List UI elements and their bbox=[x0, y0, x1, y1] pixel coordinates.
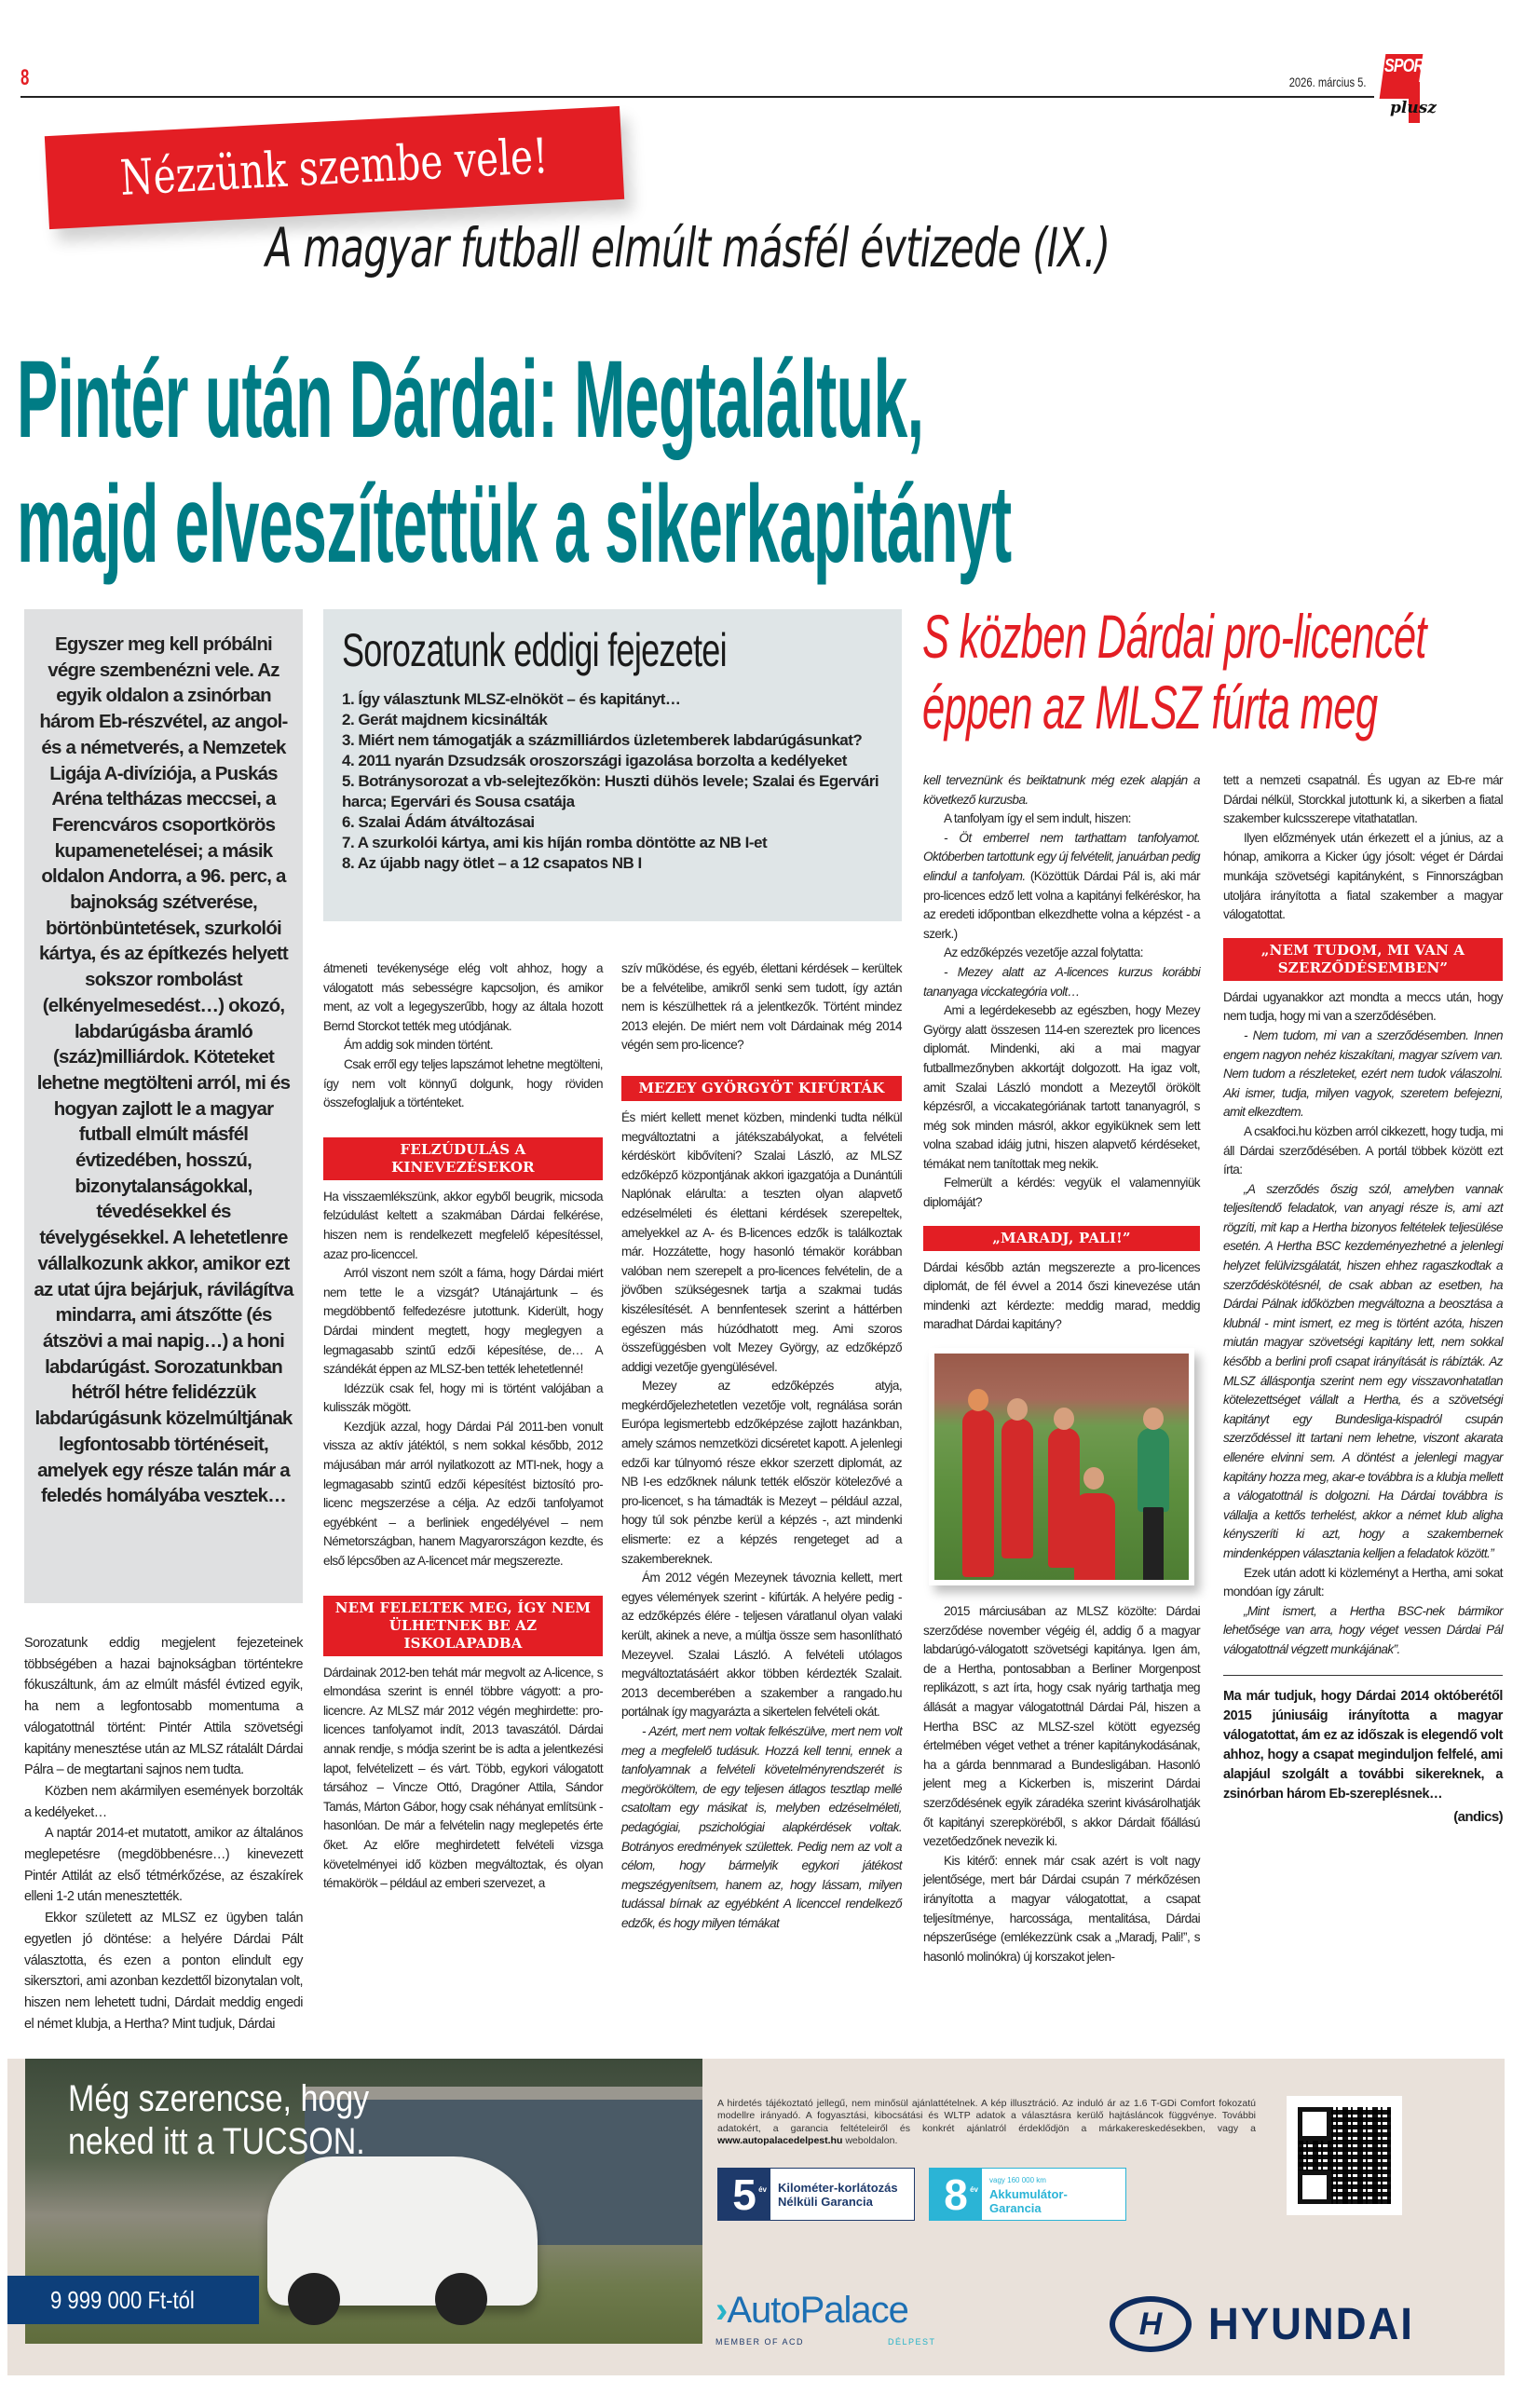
ad-price-box bbox=[7, 2276, 259, 2324]
quote-text: - Azért, mert nem voltak felkészülve, mert nem volt meg a megfelelő tudásuk. Hozzá kell tenni, ennek a tanfolyamnak a felvételi követelményrendszerét is megörököltem, de egy teljesen átlagos tesztlap mellé csatoltam egy másikat is, melyben edzéselméleti, pedagógiai, pszichológiai alapkérdések voltak. Botrányos eredmények születtek. Pedig nem az volt a célom, hogy bármelyik egykori játékost megszégyenítsem, hanem az, hogy lássam, milyen tudással bírnak az egyébként A licenccel rendelkező edzők, és hogy milyen témákat bbox=[621, 1723, 902, 1930]
ad-website-link[interactable]: www.autopalacedelpest.hu bbox=[717, 2134, 843, 2146]
quote-paragraph bbox=[621, 1722, 902, 1934]
badge-small: vagy 160 000 km bbox=[989, 2176, 1046, 2184]
page-number: 8 bbox=[20, 65, 30, 90]
paragraph: Sorozatunk eddig megjelent fejezeteinek többségében a hazai bajnokságban történtekre fókuszáltunk, ám az elmúlt másfél évtized egyik, ha nem a legfontosabb momentuma a válogatottnál történt: Pintér Attila szövetségi kapitány menesztése után az MLSZ rátalált Dárdai Pálra – de megtartani sajnos nem tudta. bbox=[24, 1636, 303, 1778]
player-figure bbox=[1074, 1493, 1115, 1585]
ad-disclaimer-end: weboldalon. bbox=[845, 2134, 898, 2146]
quote-text: - Nem tudom, mi van a szerződésemben. Innen engem nagyon nehéz kiszakítani, magyar szívem van. Nem tudom a részleteket, ezért nem tudok válaszolni. Aki ismer, tudja, milyen vagyok, szeretem befejezni, amit elkezdtem. bbox=[1223, 1027, 1503, 1120]
autopalace-logo bbox=[715, 2290, 936, 2347]
badge-unit: év bbox=[758, 2185, 767, 2194]
section-heading: „NEM TUDOM, MI VAN A SZERZŐDÉSEMBEN” bbox=[1223, 938, 1503, 981]
player-head bbox=[1054, 1408, 1074, 1430]
chapter-item: 6. Szalai Ádám átváltozásai bbox=[342, 813, 535, 831]
player-figure bbox=[1001, 1419, 1033, 1558]
article-column-4 bbox=[923, 771, 1200, 1966]
ad-price: 9 999 000 Ft-tól bbox=[50, 2285, 195, 2314]
qr-code-pattern bbox=[1298, 2107, 1391, 2204]
chevron-right-icon: › bbox=[715, 2290, 728, 2331]
player-head bbox=[1007, 1398, 1028, 1421]
paragraph: Dárdai később aztán megszerezte a pro-licences diplomát, de fél évvel a 2014 őszi kinevezése után mindenki azt kérdezte: meddig marad, meddig maradhat Dárdai kapitány? bbox=[923, 1259, 1200, 1332]
article-column-2 bbox=[323, 959, 603, 1894]
paragraph: Ám addig sok minden történt. bbox=[344, 1038, 494, 1053]
badge-line-2: Garancia bbox=[989, 2201, 1042, 2215]
quote-paragraph bbox=[923, 771, 1200, 809]
article-column-5 bbox=[1223, 771, 1503, 1827]
coach-legs bbox=[1143, 1507, 1164, 1582]
hyundai-advertisement[interactable] bbox=[7, 2059, 1505, 2375]
quote-text: kell terveznünk és beiktatnunk még ezek alapján a következő kurzusba. bbox=[923, 773, 1200, 807]
paragraph: És miért kellett menet közben, mindenki tudta nélkül megváltoztatni a játékszabályokat, a felvételi kérdéskört kibővíteni? Szalai László, az MLSZ edzőképző központjának akkori igazgatója a Dunántúli Naplónak elárulta: a teszten olyan alapvető edzéselméleti és élettani kérdések szerepeltek, amelyekkel az A- és B-licences edzők is találkoztak már. Hozzátette, hogy hasonló témakör korábban valóban nem szerepelt a pro-licences felvételin, de a jövőben szükségesnek tartja a szakmai tudás kiszélesítését. A bennfentesek szerint a háttérben egészen más húzódhatott meg. Ami szoros összefüggésben volt Mezey György, az edzőképző addigi vezetője gyengülésével. bbox=[621, 1109, 902, 1374]
series-chapters-box bbox=[323, 609, 902, 921]
ad-disclaimer bbox=[717, 2098, 1256, 2147]
paragraph: Kezdjük azzal, hogy Dárdai Pál 2011-ben vonult vissza az aktív játéktól, s nem sokkal később, 2012 májusában már arról nyilatkozott az MTI-nek, hogy a legmagasabb szintű edzői képesítést biztosító pro-licenc megszerzése a célja. Az edzői tanfolyamot egyébként – a berliniek engedélyével – nem Németországban, hanem Magyarországon kezdte, és első lépcsőben az A-licencet már megszerezte. bbox=[323, 1419, 603, 1569]
paragraph: Ekkor született az MLSZ ez ügyben talán egyetlen jó döntése: a helyére Dárdai Pált választotta, és ezen a ponton elindult egy sikersztori, ami azonban kezdettől bizonytalan volt, hiszen nem lehetett tudni, Dárdait meddig engedi el német klubja, a Hertha? Mint tudjuk, Dárdai bbox=[24, 1911, 303, 2032]
logo-text-sport: SPORT bbox=[1384, 56, 1432, 76]
paragraph: Dárdai ugyanakkor azt mondta a meccs után, hogy nem tudja, hogy mi van a szerződésében. bbox=[1223, 989, 1503, 1024]
ad-car-wheel bbox=[435, 2273, 487, 2325]
editor-note: (Közöttük Dárdai Pál is, aki már pro-licences edző lett volna a kapitányi felkéréskor, ha az eredeti időpontban elkezdhette volna a képzést - a szerk.) bbox=[923, 868, 1200, 941]
paragraph: Ilyen előzmények után érkezett el a június, az a hónap, amikorra a Kicker úgy jósolt: véget ér Dárdai munkája szövetségi kapitányként, s Finnországban utoljára irányította a fiatal szakember a magyar válogatottat. bbox=[1223, 830, 1503, 922]
side-headline-line-1: S közben Dárdai pro-licencét bbox=[922, 602, 1426, 671]
quote-paragraph bbox=[1223, 1027, 1503, 1122]
player-head bbox=[968, 1389, 988, 1411]
badge-unit: év bbox=[970, 2185, 978, 2194]
warranty-badge-5-year bbox=[717, 2168, 915, 2221]
author-byline: (andics) bbox=[1453, 1808, 1503, 1825]
paragraph: tett a nemzeti csapatnál. És ugyan az Eb-re már Dárdai nélkül, Storckkal jutottunk ki, a sikerben a fiatal szakember kulcsszerepe vitathatatlan. bbox=[1223, 773, 1503, 826]
headline-line-2: majd elveszítettük a sikerkapitányt bbox=[17, 463, 1012, 586]
paragraph: Az edzőképzés vezetője azzal folytatta: bbox=[944, 946, 1143, 960]
quote-paragraph bbox=[1223, 1602, 1503, 1660]
issue-date: 2026. március 5. bbox=[1288, 75, 1366, 89]
article-column-3 bbox=[621, 959, 902, 1934]
chapter-item: 5. Botránysorozat a vb-selejtezőkön: Huszti dühös levele; Szalai és Egervári harca; Egervári és Sousa csatája bbox=[342, 772, 879, 810]
training-photo bbox=[929, 1348, 1194, 1585]
section-heading: MEZEY GYÖRGYÖT KIFÚRTÁK bbox=[621, 1076, 902, 1101]
paragraph: Ha visszaemlékszünk, akkor egyből beugrik, micsoda felzúdulást keltett a szakmában Dárdai felkérése, hiszen nem is rendelkezett megfelelő képesítéssel, azaz pro-licenccel. bbox=[323, 1189, 603, 1261]
dealer-subline bbox=[715, 2337, 936, 2347]
paragraph: Mezey az edzőképzés atyja, megkérdőjelezhetetlen vezetője volt, regnálása során Európa legismertebb edzőképzése zajlott hazánkban, amely számos nemzetközi dicséretet kapott. A jelenlegi edzői kar túlnyomó része ekkor szerzett diplomát, az NB I-es edzőknek nálunk tették először kötelezővé a pro-licencet, s ha támadták is Mezeyt – például azzal, hogy túl sok pénzbe kerül a képzés -, azt mindenki elismerte: ez a képzés rengeteget ad a szakembereknek. bbox=[621, 1379, 902, 1566]
quote-paragraph bbox=[1223, 1180, 1503, 1564]
badge-number-value: 8 bbox=[944, 2170, 968, 2219]
hyundai-wordmark: HYUNDAI bbox=[1207, 2299, 1414, 2349]
header-rule bbox=[20, 96, 1374, 98]
series-chapter-list bbox=[342, 689, 883, 874]
badge-line-1: Kilométer-korlátozás bbox=[778, 2180, 898, 2195]
coach-figure bbox=[1138, 1428, 1169, 1512]
ad-headline-line-2: neked itt a TUCSON. bbox=[68, 2121, 365, 2162]
paragraph: A naptár 2014-et mutatott, amikor az általános meglepetésre (megdöbbenésre…) kinevezett Pintér Attilát az első tétmérkőzése, az északírek elleni 1-2 után menesztették. bbox=[24, 1826, 303, 1905]
chapter-item: 3. Miért nem támogatják a százmilliárdos üzletemberek labdarúgásunkat? bbox=[342, 731, 863, 749]
warranty-badge-8-year bbox=[929, 2168, 1126, 2221]
kicker-text: Nézzünk szembe vele! bbox=[118, 129, 551, 207]
badge-line-2: Nélküli Garancia bbox=[778, 2194, 873, 2209]
paragraph: szív működése, és egyéb, élettani kérdések – kerültek be a felvételibe, amikről senki sem tudott, így aztán nem is készülhettek rá a jelentkezők. Történt mindez 2013 elején. De miért nem volt Dárdainak még 2014 végén sem pro-licence? bbox=[621, 961, 902, 1053]
quote-paragraph bbox=[923, 963, 1200, 1001]
badge-number bbox=[930, 2169, 982, 2220]
mixed-paragraph bbox=[923, 829, 1200, 945]
series-box-title: Sorozatunk eddigi fejezetei bbox=[342, 624, 727, 676]
section-heading: NEM FELELTEK MEG, ÍGY NEM ÜLHETNEK BE AZ ISKOLAPADBA bbox=[323, 1596, 603, 1656]
hyundai-emblem-icon: H bbox=[1110, 2296, 1192, 2352]
side-headline-line-2: éppen az MLSZ fúrta meg bbox=[922, 673, 1378, 741]
chapter-item: 4. 2011 nyarán Dzsudzsák oroszországi igazolása borzolta a kedélyeket bbox=[342, 752, 847, 769]
paragraph: átmeneti tevékenysége elég volt ahhoz, hogy a válogatott más sebességre kapcsoljon, és amikor ment, az volt a legegyszerűbb, hogy az általa hozott Bernd Storckot tették meg utódjának. bbox=[323, 961, 603, 1033]
kicker-box bbox=[45, 106, 624, 229]
paragraph: Arról viszont nem szólt a fáma, hogy Dárdai miért nem tette le a vizsgát? Utánajártunk – és megdöbbentő felfedezésre jutottunk. Kiderült, hogy Dárdai mindent megtett, hogy meglegyen a legmagasabb szintű edzői képesítése, de… A szándékát éppen az MLSZ-ben tették lehetetlenné! bbox=[323, 1266, 603, 1377]
dealer-location: DÉLPEST bbox=[888, 2337, 936, 2347]
chapter-item: 2. Gerát majdnem kicsinálták bbox=[342, 711, 548, 728]
outro-text: Ma már tudjuk, hogy Dárdai 2014 októberétől 2015 júniusáig irányította a magyar válogatottat, ám ez az időszak is elegendő volt ahhoz, hogy a csapat meginduljon felfelé, ami alapjául szolgált a további sikereknek, a zsinórban három Eb-szereplésnek… bbox=[1223, 1688, 1503, 1802]
ad-car-wheel bbox=[288, 2273, 340, 2325]
article-column-1 bbox=[24, 1633, 303, 2034]
chapter-item: 7. A szurkolói kártya, ami kis híján romba döntötte az NB I-et bbox=[342, 834, 768, 851]
chapter-item: 1. Így választunk MLSZ-elnököt – és kapitányt… bbox=[342, 690, 681, 708]
badge-number-value: 5 bbox=[732, 2170, 756, 2219]
player-figure bbox=[962, 1409, 994, 1577]
quote-text: - Mezey alatt az A-licences kurzus korábbi tananyaga vicckategória volt… bbox=[923, 964, 1200, 999]
paragraph: Ami a legérdekesebb az egészben, hogy Mezey György alatt összesen 114-en szereztek pro licences diplomát. Mindenki, aki a mai magyar futballmezőnyben akkortájt dolgozott. Ha igaz volt, amit Szalai László mondott a Mezeytől örökölt képzésről, a viccakategóriának tartott tananyagról, s még sok minden másról, akkor egyiküknek sem lett volna szabad idáig jutni, hiszen alapvető kérdéseket, témákat nem tanítottak meg nekik. bbox=[923, 1003, 1200, 1171]
side-headline bbox=[922, 601, 1426, 742]
badge-text bbox=[982, 2169, 1125, 2220]
paragraph: A csakfoci.hu közben arról cikkezett, hogy tudja, mi áll Dárdai szerződésében. A portál többek között ezt írta: bbox=[1223, 1123, 1503, 1177]
dealer-member: MEMBER OF ACD bbox=[715, 2337, 805, 2347]
chapter-item: 8. Az újabb nagy ötlet – a 12 csapatos NB I bbox=[342, 854, 642, 872]
quote-text: - Öt emberrel nem tarthattam tanfolyamot. Októberben tartottunk egy új felvételit, januárban pedig elindul a tanfolyam. bbox=[923, 830, 1200, 883]
badge-line-1: Akkumulátor- bbox=[989, 2187, 1068, 2201]
paragraph: Felmerült a kérdés: vegyük el valamennyiük diplomáját? bbox=[923, 1176, 1200, 1210]
logo-text-plusz: plusz bbox=[1390, 99, 1437, 117]
headline-line-1: Pintér után Dárdai: Megtaláltuk, bbox=[17, 338, 924, 461]
intro-text: Egyszer meg kell próbálni végre szembenézni vele. Az egyik oldalon a zsinórban három Eb-részvétel, az angol- és a németverés, a Nemzetek Ligája A-divíziója, a Puskás Aréna teltházas meccsei, a Ferencváros csoportkörös kupamenetelései; a másik oldalon Andorra, a 96. perc, a bajnokság szétverése, börtönbüntetések, szurkolói kártya, és az építkezés helyett sokszor rombolást (elkényelmesedést…) okozó, labdarúgásba áramló (száz)milliárdok. Köteteket lehetne megtölteni arról, mi és hogyan zajlott le a magyar futball elmúlt másfél évtizedében, hosszú, bizonytalanságokkal, tévedésekkel és tévelygésekkel. A lehetetlenre vállalkozunk akkor, amikor ezt az utat újra bejárjuk, rávilágítva mindarra, ami átszőtte (és átszövi a mai napig…) a honi labdarúgást. Sorozatunkban hétről hétre felidézzük labdarúgásunk közelmúltjának legfontosabb történéseit, amelyek egy része talán már a feledés homályába vesztek… bbox=[34, 633, 293, 1507]
ad-headline bbox=[68, 2077, 369, 2163]
dealer-name bbox=[715, 2290, 936, 2332]
qr-code[interactable] bbox=[1287, 2096, 1402, 2215]
player-head bbox=[1083, 1467, 1104, 1490]
badge-text bbox=[770, 2169, 914, 2220]
paragraph: Ezek után adott ki közleményt a Hertha, ami sokat mondóan így zárult: bbox=[1223, 1565, 1503, 1599]
main-headline bbox=[17, 337, 1478, 587]
coach-head bbox=[1143, 1408, 1164, 1430]
quote-text: „A szerződés őszig szól, amelyben vannak teljesítendő feladatok, van anyagi része is, ami azt rögzíti, mit kap a Hertha bizonyos feltételek teljesülése esetén. A Hertha BSC kezdeményezhetné a jelenlegi helyzet felülvizsgálatát, hiszen ehhez ragaszkodtak a szerződéskötésnél, de csak abban az esetben, ha Dárdai Pálnak időközben megváltozna a beosztása a klubnál - mint ismert, ez meg is történt azóta, hiszen miután magyar szövetségi kapitány lett, nem sokkal később a berlini profi csapat irányítását is rábízták. Az MLSZ álláspontja szerint nem egy visszavonhatatlan kötelezettséget vállalt a Hertha, és a szövetségi kapitányt egy Bundesliga-kispadról csupán szerződéssel itt tartani nem lehetne, viszont akarata ellenére elvinni sem. A döntést a jelenlegi magyar kapitány hozza meg, akar-e továbbra is a klubja mellett a válogatottnál is dolgozni. Ha Dárdai továbbra is vállalja a kettős terhelést, akkor a német klub aligha kényszeríti ki azt, hogy a szakembernek mindenképpen választania kelljen a feladatok között.” bbox=[1223, 1181, 1503, 1560]
badge-number bbox=[718, 2169, 770, 2220]
intro-box bbox=[24, 609, 303, 1603]
paragraph: Idézzük csak fel, hogy mi is történt valójában a kulisszák mögött. bbox=[323, 1381, 603, 1415]
paragraph: Ám 2012 végén Mezeynek távoznia kellett, mert egyes vélemények szerint - kifúrták. A helyére pedig - az edzőképzés élére - teljesen váratlanul olyan valaki került, akinek a neve, a múltja össze sem hasonlítható Mezeyvel. Szalai László. A felvételi utólagos megváltoztatásáért akkor többen kérdezték Szalait. 2013 decemberében a szakember a rangado.hu portálnak így magyarázta a sikertelen felvételi okát. bbox=[621, 1571, 902, 1720]
paragraph: A tanfolyam így el sem indult, hiszen: bbox=[944, 811, 1131, 826]
paragraph: 2015 márciusában az MLSZ közölte: Dárdai szerződése november végéig él, addig ő a magyar labdarúgó-válogatott szövetségi kapitánya. Igen ám, de a Hertha, pontosabban a Berliner Morgenpost replikázott, s azt írta, hogy csak nyárig tarthatja meg állását a magyar válogatottnál Dárdai Pál, hiszen a Hertha BSC az MLSZ-szel kötött egyezség értelmében véget vethet a tréner kapitánykodásának, ha a gárda bennmarad a Bundesligában. Hasonló jelent meg a Kickerben is, miszerint Dárdai szerződésének egyik záradéka szerint kivásárolhatják őt kapitányi szerepköréből, s akkor Dárdait főállású vezetőedzőnek nevezik ki. bbox=[923, 1604, 1200, 1849]
paragraph: Kis kitérő: ennek már csak azért is volt nagy jelentősége, mert bár Dárdai csupán 7 mérkőzésen irányította a magyar válogatottat, a csapat teljesítménye, harcossága, mentalitása, Dárdai népszerűsége (emlékezzünk csak a „Maradj, Pali!”, s hasonló molinókra) új korszakot jelen- bbox=[923, 1853, 1200, 1964]
section-heading: „MARADJ, PALI!” bbox=[923, 1226, 1200, 1251]
section-heading: FELZÚDULÁS A KINEVEZÉSEKOR bbox=[323, 1137, 603, 1180]
quote-text: „Mint ismert, a Hertha BSC-nek bármikor lehetősége van arra, hogy véget vessen Dárdai Pál válogatottnál végzett munkájának”. bbox=[1223, 1603, 1503, 1656]
sport-plusz-logo bbox=[1381, 54, 1437, 129]
outro-divider bbox=[1223, 1675, 1503, 1676]
paragraph: Dárdainak 2012-ben tehát már megvolt az A-licence, s elmondása szerint is ennél többre vágyott: a pro-licencre. Az MLSZ már 2012 végén meghirdette: pro-licences tanfolyamot indít, 2013 tavaszától. Dárdai annak rendje, s módja szerint be is adta a jelentkezési lapot, felvételizett – és várt. Több, egykori válogatott társához – Vincze Ottó, Dragóner Attila, Sándor Tamás, Márton Gábor, hogy csak néhányat említsünk - hasonlóan. De már a felvételin nagy meglepetés érte őket. Az előre meghirdetett felvételi vizsga követelményei idő közben megváltoztak, és olyan témakörök – például az emberi szervezet, a bbox=[323, 1665, 603, 1891]
paragraph: Csak erről egy teljes lapszámot lehetne megtölteni, így nem volt könnyű dolgunk, hogy röviden összefoglaljuk a történteket. bbox=[323, 1056, 603, 1110]
series-subtitle: A magyar futball elmúlt másfél évtizede (IX.) bbox=[266, 216, 1110, 279]
paragraph: Közben nem akármilyen események borzolták a kedélyeket… bbox=[24, 1783, 303, 1820]
dealer-name-text: AutoPalace bbox=[727, 2290, 908, 2331]
hyundai-logo bbox=[1110, 2296, 1420, 2352]
ad-disclaimer-text: A hirdetés tájékoztató jellegű, nem minősül ajánlattételnek. A kép illusztráció. Az induló ár az 1.6 T-GDi Comfort fokozatú modellre irányadó. A fogyasztási, kibocsátási és WLTP adatok a választásra kerülő hajtásláncok függvénye. További adatokért, a garancia feltételeiről és konkrét ajánlatról érdeklődjön a márkakereskedésekben, vagy a bbox=[717, 2098, 1256, 2134]
ad-headline-line-1: Még szerencse, hogy bbox=[68, 2078, 370, 2119]
